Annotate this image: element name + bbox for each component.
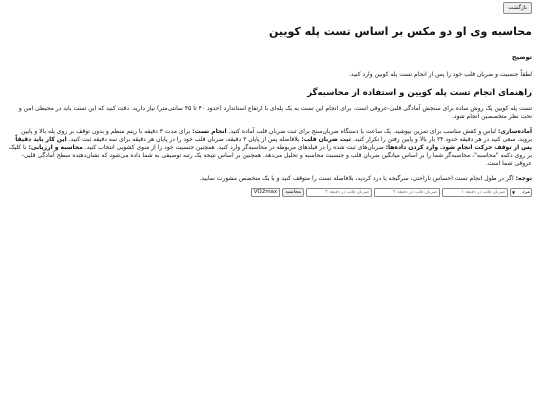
- calculator-form: [8, 188, 532, 197]
- description-heading: توضیح: [511, 53, 532, 61]
- step-5-text: با کلیک بر روی دکمه "محاسبه"، محاسبه‌گر شما را بر اساس میانگین ضربان قلب و جنسیت محاسبه و تحلیل می‌دهد. همچنین بر اساس نتیجه یک رتبه توصیفی به شما داده می‌شود که نشان‌دهنده سطح آمادگی قلبی-عروقی شما است.: [9, 144, 532, 168]
- step-1-label: آماده‌سازی:: [497, 127, 532, 135]
- guide-heading: راهنمای انجام تست پله کویین و استفاده از محاسبه‌گر: [307, 88, 532, 99]
- description-text: لطفاً جنسیت و ضربان قلب خود را پس از انجام تست پله کویین وارد کنید.: [349, 71, 532, 78]
- heart-rate-minute-1-input[interactable]: [442, 188, 508, 197]
- heart-rate-minute-3-input[interactable]: [306, 188, 372, 197]
- gender-select[interactable]: [510, 188, 532, 197]
- step-3-text: بلافاصله پس از پایان ۳ دقیقه، ضربان قلب خود را در پایان هر دقیقه برای سه دقیقه ثبت کنید.: [68, 135, 302, 143]
- vo2max-result: VO2max: [251, 188, 280, 197]
- note-text: اگر در طول انجام تست احساس ناراحتی، سرگیجه یا درد کردید، بلافاصله تست را متوقف کنید و با یک متخصص مشورت نمایید.: [199, 174, 516, 182]
- back-button[interactable]: بازگشت: [503, 2, 532, 14]
- step-2-text: برای مدت ۳ دقیقه با ریتم منظم و بدون توقف بر روی پله بالا و پایین بروید. سعی کنید در هر دقیقه حدود ۲۴ بار بالا و پایین رفتن را تکرار کنید.: [20, 127, 532, 143]
- calculate-button[interactable]: محاسبه: [282, 188, 304, 197]
- step-4-label: وارد کردن داده‌ها:: [385, 144, 439, 152]
- guide-intro: تست پله کویین یک روش ساده برای سنجش آمادگی قلبی-عروقی است. برای انجام این تست به یک پله‌ای با ارتفاع استاندارد (حدود ۴۰ تا ۴۵ سانتی‌متر) نیاز دارید. دقت کنید که این تست باید در محیطی امن و تحت نظر متخصصین انجام شود.: [18, 105, 532, 121]
- gender-selected-value: مرد: [522, 189, 530, 196]
- step-3-label: ثبت ضربان قلب:: [301, 135, 351, 143]
- step-4-text: ضربان‌های ثبت شده را در فیلدهای مربوطه در محاسبه‌گر وارد کنید. همچنین جنسیت خود را از منوی کشویی انتخاب کنید.: [84, 144, 386, 152]
- page-title: محاسبه وی او دو مکس بر اساس تست پله کویین: [268, 25, 532, 38]
- heart-rate-minute-2-input[interactable]: [374, 188, 440, 197]
- page-container: [8, 2, 532, 197]
- step-1-text: لباس و کفش مناسب برای تمرین بپوشید. یک ساعت یا دستگاه ضربان‌سنج برای ثبت ضربان قلب آماده کنید.: [228, 127, 498, 135]
- note-label: توجه:: [515, 174, 532, 182]
- step-5-label: محاسبه و ارزیابی:: [28, 144, 83, 152]
- step-2-label: انجام تست:: [192, 127, 227, 135]
- back-row: [8, 2, 532, 14]
- guide-steps: [8, 128, 532, 169]
- step-3-emphasis: این کار باید دقیقاً پس از توقف حرکت انجام شود.: [15, 135, 532, 152]
- note: [8, 175, 532, 183]
- chevron-down-icon: ▼: [512, 189, 516, 195]
